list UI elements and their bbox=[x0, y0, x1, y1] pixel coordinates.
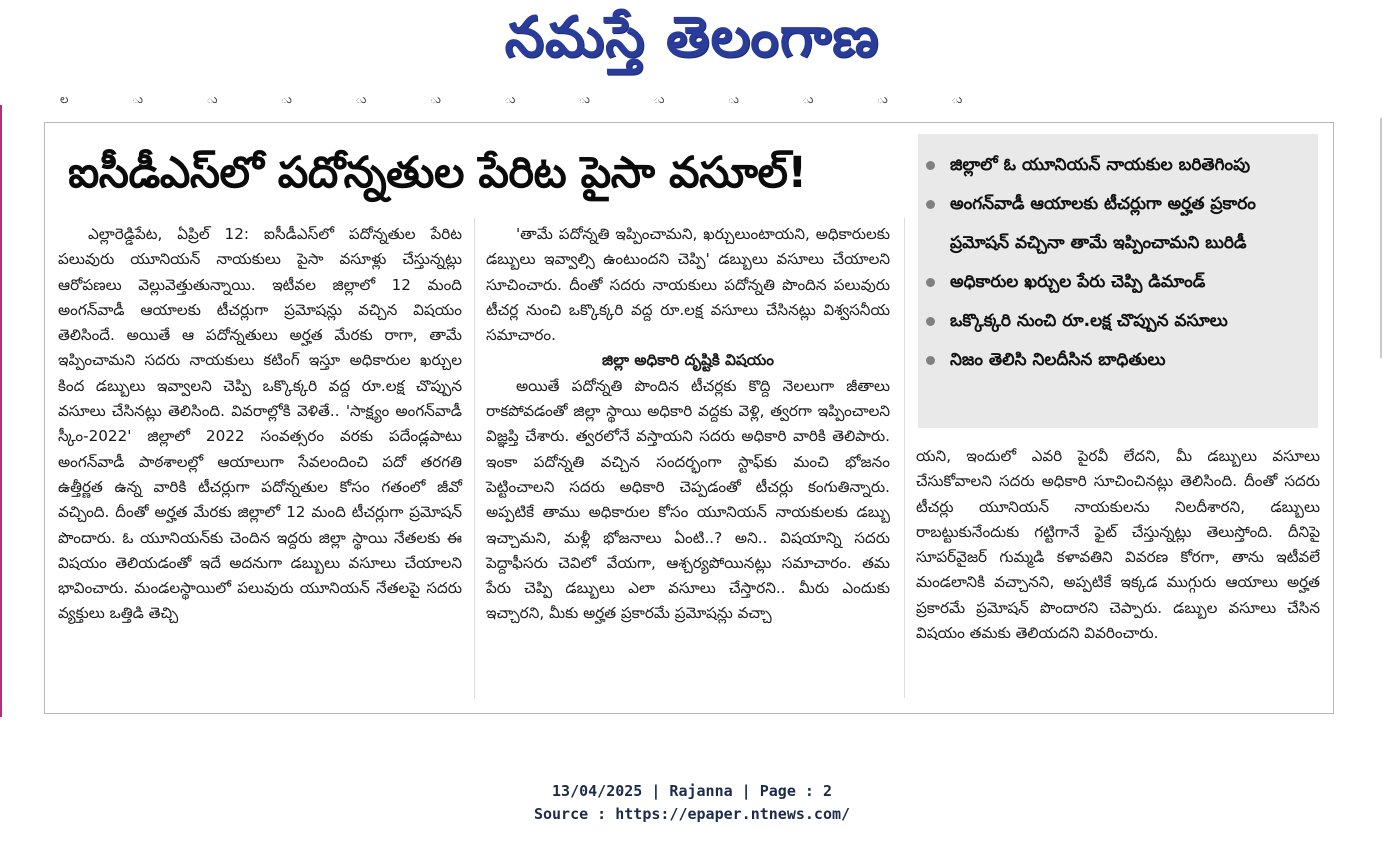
bullet-icon bbox=[926, 278, 935, 287]
bullet-icon bbox=[926, 200, 935, 209]
article-column-3 bbox=[916, 444, 1320, 646]
footer-source-link[interactable]: Source : https://epaper.ntnews.com/ bbox=[533, 805, 851, 823]
column-3-text: యని, ఇందులో ఎవరి పైరవీ లేదని, మీ డబ్బులు వసూలు చేసుకోవాలని సదరు అధికారి సూచించినట్లు తెలిసింది. దీంతో సదరు టీచర్లు యూనియన్‌ నాయకులను నిలదీశారని, డబ్బులు రాబట్టుకునేందుకు గట్టిగానే ఫైట్‌ చేస్తున్నట్లు తెలుస్తోంది. దీనిపై సూపర్‌వైజర్‌ గుమ్మడి కళావతిని వివరణ కోరగా, తాను ఇటీవలే మండలానికి వచ్చానని, అప్పటికే ఇక్కడ ముగ్గురు ఆయాలు అర్హత ప్రకారమే ప్రమోషన్‌ పొందారని చెప్పారు. డబ్బుల వసూలు చేసిన విషయం తమకు తెలియదని వివరించారు. bbox=[916, 447, 1320, 643]
masthead-logo: నమస్తే తెలంగాణ bbox=[504, 5, 880, 70]
highlights-box bbox=[918, 134, 1318, 428]
column-2-subhead: జిల్లా అధికారి దృష్టికి విషయం bbox=[602, 351, 774, 370]
column-2-text-b: అయితే పదోన్నతి పొందిన టీచర్లకు కొద్ది నెలలుగా జీతాలు రాకపోవడంతో జిల్లా స్థాయి అధికారి వద్దకు వెళ్లి, త్వరగా ఇప్పించాలని విజ్ఞప్తి చేశారు. త్వరలోనే వస్తాయని సదరు అధికారి వారికి తెలిపారు. ఇంకా పదోన్నతి వచ్చిన సందర్భంగా స్టాఫ్‌కు మంచి భోజనం పెట్టించాలని సదరు అధికారి చెప్పడంతో టీచర్లు కంగుతిన్నారు. అప్పటికే తాము అధికారుల కోసం యూనియన్‌ నాయకులకు డబ్బు ఇచ్చామని, మళ్లీ భోజనాలు ఏంటి..? అని.. విషయాన్ని సదరు పెద్దాఫీసరు చెవిలో వేయగా, ఆశ్చర్యపోయినట్లు సమాచారం. తమ పేరు చెప్పి డబ్బులు ఎలా వసూలు చేస్తారని.. మీరు ఎందుకు ఇచ్చారని, మీకు అర్హత ప్రకారమే ప్రమోషన్లు వచ్చా bbox=[486, 376, 890, 623]
cropped-text-strip: ల ు ు ు ు ు ు ు ు ు ు ు ు bbox=[60, 92, 1023, 106]
bullet-icon bbox=[926, 161, 935, 170]
column-divider bbox=[474, 218, 475, 698]
column-2-text-a: 'తామే పదోన్నతి ఇప్పించామని, ఖర్చులుంటాయని, అధికారులకు డబ్బులు ఇవ్వాల్సి ఉంటుందని చెప్పి' డబ్బులు వసూలు చేయాలని సూచించారు. దీంతో సదరు నాయకులు పదోన్నతి పొందిన పలువురు టీచర్ల నుంచి ఒక్కొక్కరి వద్ద రూ.లక్ష వసూలు చేసినట్లు విశ్వసనీయ సమాచారం. bbox=[486, 225, 890, 345]
highlight-item: అధికారుల ఖర్చుల పేరు చెప్పి డిమాండ్‌ bbox=[918, 263, 1318, 302]
bullet-icon bbox=[926, 356, 935, 365]
left-margin-rule bbox=[0, 105, 2, 717]
highlight-item: అంగన్‌వాడీ ఆయాలకు టీచర్లుగా అర్హత ప్రకారం ప్రమోషన్‌ వచ్చినా తామే ఇప్పించామని బురిడీ bbox=[918, 185, 1318, 263]
bullet-icon bbox=[926, 317, 935, 326]
scrollbar-track[interactable] bbox=[1380, 118, 1382, 358]
footer-date-edition: 13/04/2025 | Rajanna | Page : 2 bbox=[552, 782, 832, 800]
highlight-item: నిజం తెలిసి నిలదీసిన బాధితులు bbox=[918, 341, 1318, 380]
column-1-text: ఎల్లారెడ్డిపేట, ఏప్రిల్‌ 12: ఐసీడీఎస్‌లో పదోన్నతుల పేరిట పలువురు యూనియన్‌ నాయకులు పైసా వసూళ్లు చేస్తున్నట్లు ఆరోపణలు వెల్లువెత్తుతున్నాయి. ఇటీవల జిల్లాలో 12 మంది అంగన్‌వాడీ ఆయాలకు టీచర్లుగా ప్రమోషన్లు వచ్చిన విషయం తెలిసిందే. అయితే ఆ పదోన్నతులు అర్హత మేరకు రాగా, తామే ఇప్పించామని సదరు నాయకులు కటింగ్‌ ఇస్తూ అధికారుల ఖర్చుల కింద డబ్బులు ఇవ్వాలని చెప్పి ఒక్కొక్కరి వద్ద రూ.లక్ష చొప్పున వసూలు చేసినట్లు తెలిసింది. వివరాల్లోకి వెళితే.. 'సాక్ష్యం అంగన్‌వాడీ స్కీం-2022' జిల్లాలో 2022 సంవత్సరం వరకు పదేండ్లపాటు అంగన్‌వాడీ పాఠశాలల్లో ఆయాలుగా సేవలందించి పదో తరగతి ఉత్తీర్ణత ఉన్న వారికి టీచర్లుగా పదోన్నతుల కోసం గతంలో జీవో వచ్చింది. దీంతో అర్హత మేరకు జిల్లాలో 12 మంది టీచర్లుగా ప్రమోషన్‌ పొందారు. ఓ యూనియన్‌కు చెందిన ఇద్దరు జిల్లా స్థాయి నేతలకు ఈ విషయం తెలియడంతో ఇదే అదనుగా డబ్బులు వసూలు చేయాలని భావించారు. మండలస్థాయిలో పలువురు యూనియన్‌ నేతలపై సదరు వ్యక్తులు ఒత్తిడి తెచ్చి bbox=[58, 225, 462, 623]
highlight-item: జిల్లాలో ఓ యూనియన్‌ నాయకుల బరితెగింపు bbox=[918, 146, 1318, 185]
article-column-2 bbox=[486, 222, 890, 627]
highlight-item: ఒక్కొక్కరి నుంచి రూ.లక్ష చొప్పున వసూలు bbox=[918, 302, 1318, 341]
article-headline: ఐసీడీఎస్‌లో పదోన్నతుల పేరిట పైసా వసూల్‌! bbox=[68, 148, 807, 198]
column-divider bbox=[904, 218, 905, 698]
article-column-1 bbox=[58, 222, 462, 627]
